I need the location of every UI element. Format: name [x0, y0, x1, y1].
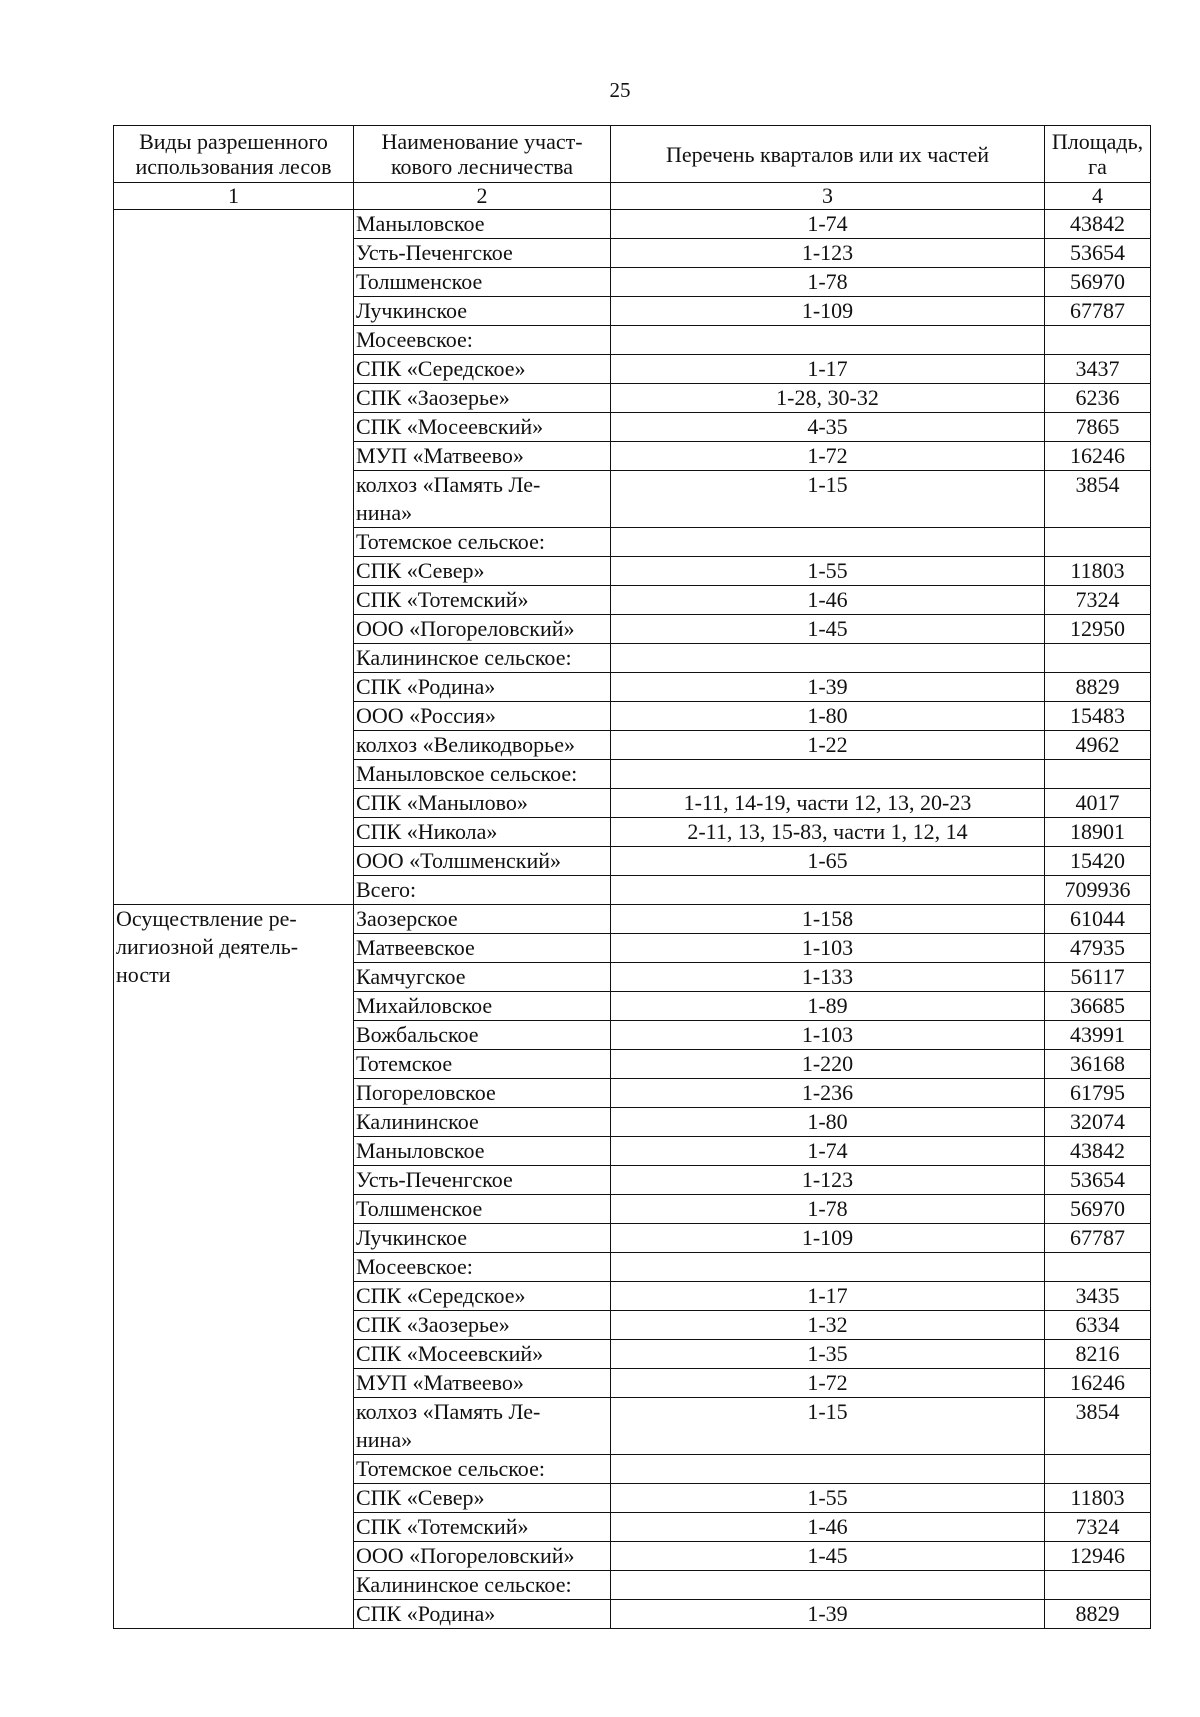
forestry-name-cell: Всего:: [354, 876, 611, 905]
blocks-cell: 1-78: [611, 268, 1045, 297]
forestry-name-cell: ООО «Россия»: [354, 702, 611, 731]
forestry-name-cell: СПК «Мосеевский»: [354, 413, 611, 442]
forestry-name-cell: Матвеевское: [354, 934, 611, 963]
blocks-cell: 1-109: [611, 297, 1045, 326]
blocks-cell: [611, 760, 1045, 789]
area-cell: 7865: [1045, 413, 1151, 442]
forestry-name-cell: Толшменское: [354, 268, 611, 297]
blocks-cell: 1-46: [611, 1513, 1045, 1542]
area-cell: 43842: [1045, 210, 1151, 239]
forestry-name-cell: МУП «Матвеево»: [354, 442, 611, 471]
area-cell: 4962: [1045, 731, 1151, 760]
forest-use-table: [113, 125, 1151, 1629]
use-type-line: ности: [116, 962, 171, 987]
area-cell: [1045, 326, 1151, 355]
area-cell: 16246: [1045, 1369, 1151, 1398]
area-cell: 53654: [1045, 1166, 1151, 1195]
forestry-name-cell: Тотемское: [354, 1050, 611, 1079]
area-cell: 61795: [1045, 1079, 1151, 1108]
forestry-name-cell: СПК «Середское»: [354, 1282, 611, 1311]
forestry-name-cell: Заозерское: [354, 905, 611, 934]
forestry-name-cell: Вожбальское: [354, 1021, 611, 1050]
area-cell: 67787: [1045, 297, 1151, 326]
forestry-name-line: колхоз «Память Ле-: [356, 1399, 541, 1424]
area-cell: 11803: [1045, 1484, 1151, 1513]
table-row: [114, 210, 1151, 239]
area-cell: 3437: [1045, 355, 1151, 384]
forestry-name-cell: Маныловское сельское:: [354, 760, 611, 789]
area-cell: [1045, 760, 1151, 789]
forestry-name-cell: Мосеевское:: [354, 326, 611, 355]
area-cell: 53654: [1045, 239, 1151, 268]
blocks-cell: 1-89: [611, 992, 1045, 1021]
area-cell: 11803: [1045, 557, 1151, 586]
forestry-name-cell: СПК «Заозерье»: [354, 1311, 611, 1340]
forestry-name-cell: МУП «Матвеево»: [354, 1369, 611, 1398]
page-number: 25: [609, 78, 631, 102]
blocks-cell: 2-11, 13, 15-83, части 1, 12, 14: [611, 818, 1045, 847]
blocks-cell: 1-45: [611, 615, 1045, 644]
blocks-cell: 1-28, 30-32: [611, 384, 1045, 413]
blocks-cell: 1-123: [611, 239, 1045, 268]
forestry-name-cell: ООО «Погореловский»: [354, 1542, 611, 1571]
forestry-name-line: колхоз «Память Ле-: [356, 472, 541, 497]
area-cell: [1045, 1571, 1151, 1600]
column-number: 4: [1045, 183, 1151, 210]
area-cell: 61044: [1045, 905, 1151, 934]
area-cell: 6334: [1045, 1311, 1151, 1340]
blocks-cell: 1-80: [611, 702, 1045, 731]
blocks-cell: 1-17: [611, 1282, 1045, 1311]
area-cell: [1045, 1253, 1151, 1282]
area-cell: 56970: [1045, 268, 1151, 297]
forestry-name-cell: СПК «Родина»: [354, 1600, 611, 1629]
blocks-cell: 1-46: [611, 586, 1045, 615]
forestry-name-cell: СПК «Родина»: [354, 673, 611, 702]
area-cell: 16246: [1045, 442, 1151, 471]
area-cell: [1045, 1455, 1151, 1484]
blocks-cell: [611, 1571, 1045, 1600]
blocks-cell: 1-74: [611, 210, 1045, 239]
forestry-name-cell: СПК «Север»: [354, 1484, 611, 1513]
blocks-cell: [611, 528, 1045, 557]
area-cell: 15483: [1045, 702, 1151, 731]
header-forestry-name-line: кового лесничества: [390, 154, 573, 179]
blocks-cell: [611, 1253, 1045, 1282]
blocks-cell: [611, 1455, 1045, 1484]
area-cell: 32074: [1045, 1108, 1151, 1137]
forestry-name-cell: СПК «Никола»: [354, 818, 611, 847]
forestry-name-cell: Толшменское: [354, 1195, 611, 1224]
area-cell: 7324: [1045, 586, 1151, 615]
table-header: [114, 126, 1151, 210]
forestry-name-cell: Тотемское сельское:: [354, 528, 611, 557]
blocks-cell: [611, 644, 1045, 673]
forestry-name-line: нина»: [356, 500, 413, 525]
blocks-cell: 1-236: [611, 1079, 1045, 1108]
blocks-cell: 1-109: [611, 1224, 1045, 1253]
forestry-name-cell: Тотемское сельское:: [354, 1455, 611, 1484]
forestry-name-cell: СПК «Тотемский»: [354, 586, 611, 615]
blocks-cell: 1-74: [611, 1137, 1045, 1166]
blocks-cell: 1-78: [611, 1195, 1045, 1224]
area-cell: 8829: [1045, 1600, 1151, 1629]
blocks-cell: 1-72: [611, 1369, 1045, 1398]
header-area-line: га: [1088, 154, 1107, 179]
forestry-name-cell: СПК «Мосеевский»: [354, 1340, 611, 1369]
header-forestry-name: [354, 126, 611, 183]
use-type-cell: [114, 905, 354, 1629]
area-cell: 56970: [1045, 1195, 1151, 1224]
header-forestry-name-line: Наименование участ-: [381, 129, 583, 154]
header-use-type: [114, 126, 354, 183]
blocks-cell: 1-55: [611, 557, 1045, 586]
area-cell: 12946: [1045, 1542, 1151, 1571]
area-cell: 4017: [1045, 789, 1151, 818]
area-cell: 7324: [1045, 1513, 1151, 1542]
forestry-name-cell: СПК «Заозерье»: [354, 384, 611, 413]
table-body: [114, 210, 1151, 1629]
area-cell: 6236: [1045, 384, 1151, 413]
forestry-name-cell: СПК «Середское»: [354, 355, 611, 384]
header-row: [114, 126, 1151, 183]
forestry-name-cell: СПК «Манылово»: [354, 789, 611, 818]
forestry-name-cell: Усть-Печенгское: [354, 1166, 611, 1195]
forestry-name-cell: Мосеевское:: [354, 1253, 611, 1282]
forestry-name-cell: [354, 1398, 611, 1455]
column-number: 2: [354, 183, 611, 210]
forestry-name-cell: Камчугское: [354, 963, 611, 992]
forestry-name-cell: Лучкинское: [354, 297, 611, 326]
forestry-name-cell: Калининское сельское:: [354, 1571, 611, 1600]
forestry-name-cell: Михайловское: [354, 992, 611, 1021]
forestry-name-line: нина»: [356, 1427, 413, 1452]
area-cell: 18901: [1045, 818, 1151, 847]
area-cell: 67787: [1045, 1224, 1151, 1253]
area-cell: 56117: [1045, 963, 1151, 992]
blocks-cell: 1-15: [611, 1398, 1045, 1455]
forestry-name-cell: Маныловское: [354, 210, 611, 239]
blocks-cell: 1-72: [611, 442, 1045, 471]
blocks-cell: 1-123: [611, 1166, 1045, 1195]
header-blocks: Перечень кварталов или их частей: [611, 126, 1045, 183]
blocks-cell: 1-158: [611, 905, 1045, 934]
area-cell: 3435: [1045, 1282, 1151, 1311]
blocks-cell: 1-35: [611, 1340, 1045, 1369]
blocks-cell: 4-35: [611, 413, 1045, 442]
blocks-cell: [611, 876, 1045, 905]
area-cell: 3854: [1045, 1398, 1151, 1455]
blocks-cell: 1-32: [611, 1311, 1045, 1340]
area-cell: 12950: [1045, 615, 1151, 644]
blocks-cell: 1-11, 14-19, части 12, 13, 20-23: [611, 789, 1045, 818]
column-number: 1: [114, 183, 354, 210]
forestry-name-cell: СПК «Тотемский»: [354, 1513, 611, 1542]
blocks-cell: 1-39: [611, 1600, 1045, 1629]
blocks-cell: 1-45: [611, 1542, 1045, 1571]
blocks-cell: 1-65: [611, 847, 1045, 876]
blocks-cell: 1-55: [611, 1484, 1045, 1513]
forestry-name-cell: Лучкинское: [354, 1224, 611, 1253]
blocks-cell: 1-39: [611, 673, 1045, 702]
blocks-cell: 1-103: [611, 934, 1045, 963]
area-cell: 47935: [1045, 934, 1151, 963]
area-cell: 43842: [1045, 1137, 1151, 1166]
use-type-cell-empty: [114, 210, 354, 905]
header-area: [1045, 126, 1151, 183]
column-number-row: [114, 183, 1151, 210]
header-area-line: Площадь,: [1051, 129, 1144, 154]
area-cell: 36685: [1045, 992, 1151, 1021]
blocks-cell: 1-15: [611, 471, 1045, 528]
header-use-type-line: Виды разрешенного: [139, 129, 328, 154]
use-type-line: лигиозной деятель-: [116, 934, 299, 959]
forestry-name-cell: СПК «Север»: [354, 557, 611, 586]
forestry-name-cell: Погореловское: [354, 1079, 611, 1108]
area-cell: 3854: [1045, 471, 1151, 528]
forestry-name-cell: ООО «Толшменский»: [354, 847, 611, 876]
forestry-name-cell: ООО «Погореловский»: [354, 615, 611, 644]
area-cell: 36168: [1045, 1050, 1151, 1079]
area-cell: [1045, 528, 1151, 557]
blocks-cell: 1-22: [611, 731, 1045, 760]
header-use-type-line: использования лесов: [135, 154, 332, 179]
area-cell: 8216: [1045, 1340, 1151, 1369]
blocks-cell: 1-80: [611, 1108, 1045, 1137]
column-number: 3: [611, 183, 1045, 210]
forestry-name-cell: колхоз «Великодворье»: [354, 731, 611, 760]
area-cell: 15420: [1045, 847, 1151, 876]
use-type-line: Осуществление ре-: [116, 906, 297, 931]
forestry-name-cell: Усть-Печенгское: [354, 239, 611, 268]
blocks-cell: 1-103: [611, 1021, 1045, 1050]
blocks-cell: 1-220: [611, 1050, 1045, 1079]
blocks-cell: 1-17: [611, 355, 1045, 384]
forestry-name-cell: [354, 471, 611, 528]
area-cell: 709936: [1045, 876, 1151, 905]
table-row: [114, 905, 1151, 934]
area-cell: 43991: [1045, 1021, 1151, 1050]
area-cell: [1045, 644, 1151, 673]
forestry-name-cell: Калининское: [354, 1108, 611, 1137]
area-cell: 8829: [1045, 673, 1151, 702]
forestry-name-cell: Маныловское: [354, 1137, 611, 1166]
blocks-cell: 1-133: [611, 963, 1045, 992]
blocks-cell: [611, 326, 1045, 355]
forestry-name-cell: Калининское сельское:: [354, 644, 611, 673]
